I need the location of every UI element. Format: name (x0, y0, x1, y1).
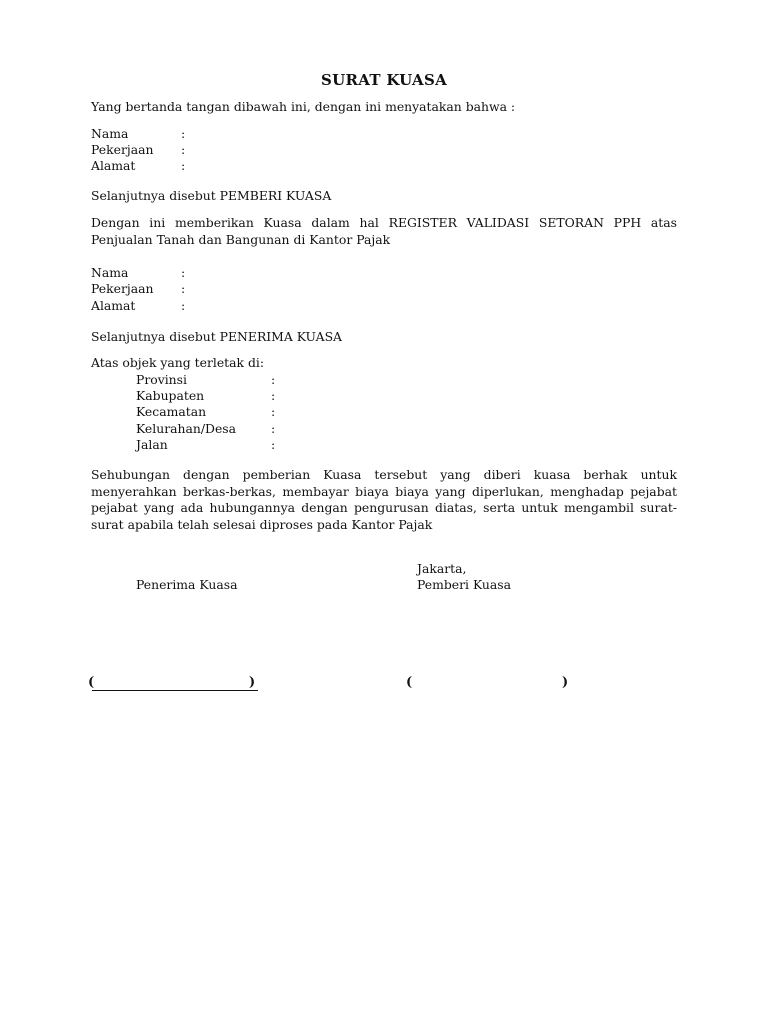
field-colon: : (271, 421, 276, 436)
field-colon: : (181, 126, 186, 141)
place-date: Jakarta, (417, 561, 467, 576)
left-signature-line (92, 690, 258, 691)
field-label: Alamat (91, 298, 136, 313)
field-label: Pekerjaan (91, 281, 154, 296)
field-label: Kecamatan (136, 404, 207, 419)
closing-paragraph: Sehubungan dengan pemberian Kuasa tersebut yang diberi kuasa berhak untuk menyerahkan berkas-berkas, membayar biaya biaya yang diperlukan, menghadap pejabat pejabat yang ada hubungannya dengan pengurusan diatas, serta untuk mengambil surat-surat apabila telah selesai diproses pada Kantor Pajak (91, 467, 677, 532)
field-colon: : (271, 372, 276, 387)
field-label: Kelurahan/Desa (136, 421, 237, 436)
intro-text: Yang bertanda tangan dibawah ini, dengan ini menyatakan bahwa : (91, 99, 516, 114)
pemberi-kuasa-note: Selanjutnya disebut PEMBERI KUASA (91, 188, 332, 203)
field-label: Kabupaten (136, 388, 205, 403)
penerima-kuasa-label: Penerima Kuasa (136, 577, 238, 592)
field-colon: : (181, 158, 186, 173)
left-signature-close-paren: ) (249, 675, 256, 690)
field-label: Pekerjaan (91, 142, 154, 157)
right-signature-open-paren: ( (406, 675, 413, 690)
field-label: Nama (91, 265, 129, 280)
field-colon: : (271, 437, 276, 452)
purpose-paragraph: Dengan ini memberikan Kuasa dalam hal REGISTER VALIDASI SETORAN PPH atas Penjualan Tanah dan Bangunan di Kantor Pajak (91, 215, 677, 247)
object-intro: Atas objek yang terletak di: (91, 355, 265, 370)
field-colon: : (271, 388, 276, 403)
field-colon: : (181, 298, 186, 313)
field-label: Jalan (136, 437, 168, 452)
right-signature-close-paren: ) (562, 675, 569, 690)
pemberi-kuasa-label: Pemberi Kuasa (417, 577, 512, 592)
left-signature-open-paren: ( (88, 675, 95, 690)
field-colon: : (181, 142, 186, 157)
document-title: SURAT KUASA (320, 71, 448, 89)
field-colon: : (181, 281, 186, 296)
field-label: Alamat (91, 158, 136, 173)
field-label: Provinsi (136, 372, 187, 387)
field-colon: : (181, 265, 186, 280)
field-label: Nama (91, 126, 129, 141)
field-colon: : (271, 404, 276, 419)
penerima-kuasa-note: Selanjutnya disebut PENERIMA KUASA (91, 329, 343, 344)
